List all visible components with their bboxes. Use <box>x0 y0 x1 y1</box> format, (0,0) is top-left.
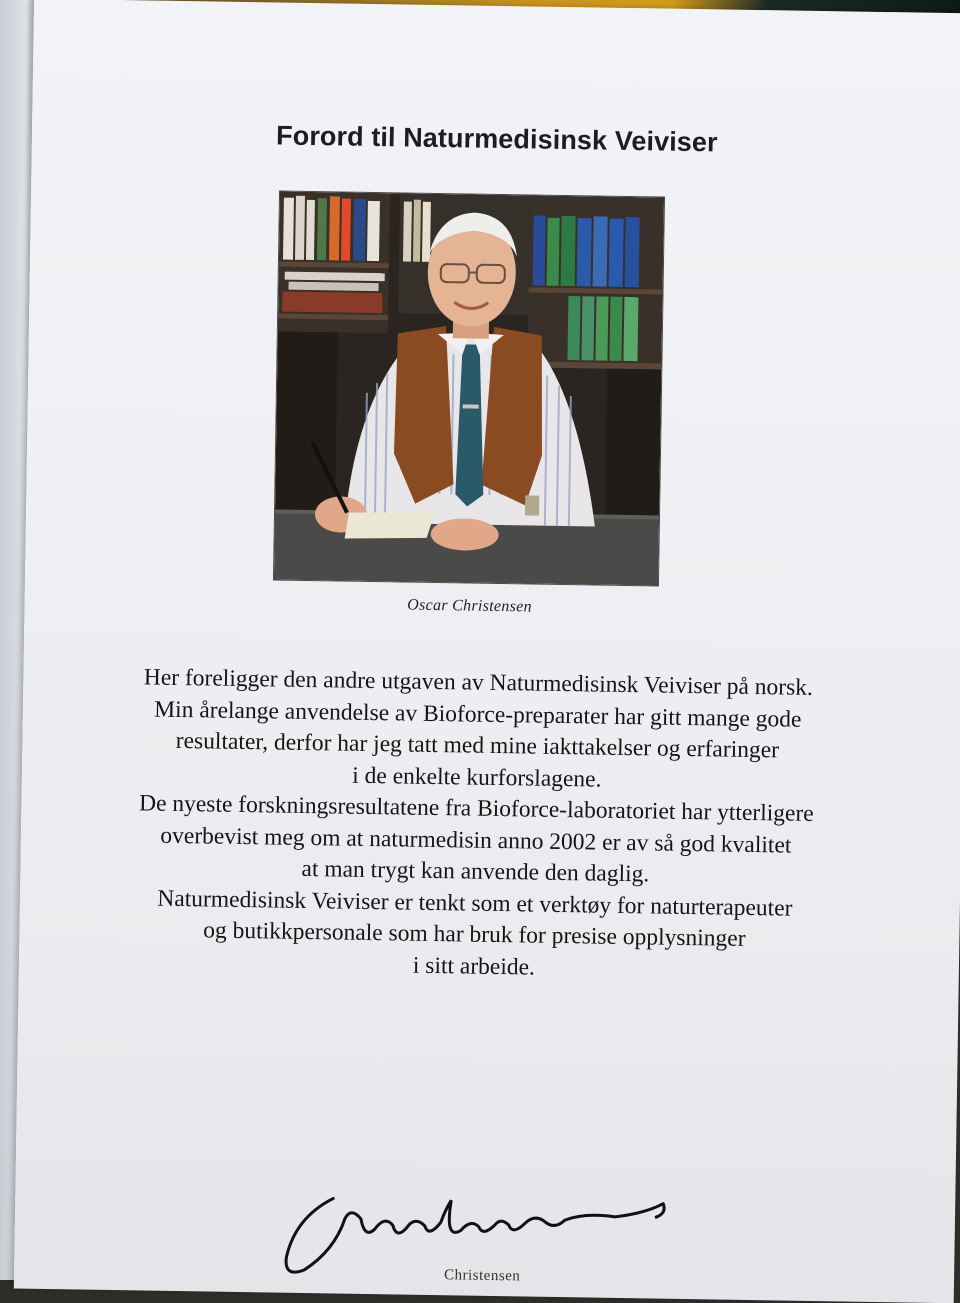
text-line: og butikkpersonale som har bruk for presise opplysninger <box>59 913 889 958</box>
text-line: Naturmedisinsk Veiviser er tenkt som et verktøy for naturterapeuter <box>60 882 890 927</box>
page-title: Forord til Naturmedisinsk Veiviser <box>32 117 960 163</box>
foreword-text <box>59 661 894 989</box>
portrait-illustration <box>274 192 664 586</box>
text-line: overbevist meg om at naturmedisin anno 2002 er av så god kvalitet <box>61 819 891 864</box>
portrait-photo <box>273 190 665 586</box>
text-line: at man trygt kan anvende den daglig. <box>60 850 890 895</box>
photo-caption: Oscar Christensen <box>24 591 914 623</box>
text-line: resultater, derfor har jeg tatt med mine iakttakelser og erfaringer <box>62 724 892 769</box>
text-line: Min årelange anvendelse av Bioforce-preparater har gitt mange gode <box>63 693 893 738</box>
text-line: i sitt arbeide. <box>59 945 889 990</box>
text-line: i de enkelte kurforslagene. <box>62 756 892 801</box>
text-line: De nyeste forskningsresultatene fra Bioforce-laboratoriet har ytterligere <box>61 787 891 832</box>
printed-name: Christensen <box>444 1267 521 1285</box>
book-page <box>14 0 960 1303</box>
text-line: Her foreligger den andre utgaven av Naturmedisinsk Veiviser på norsk. <box>63 661 893 706</box>
